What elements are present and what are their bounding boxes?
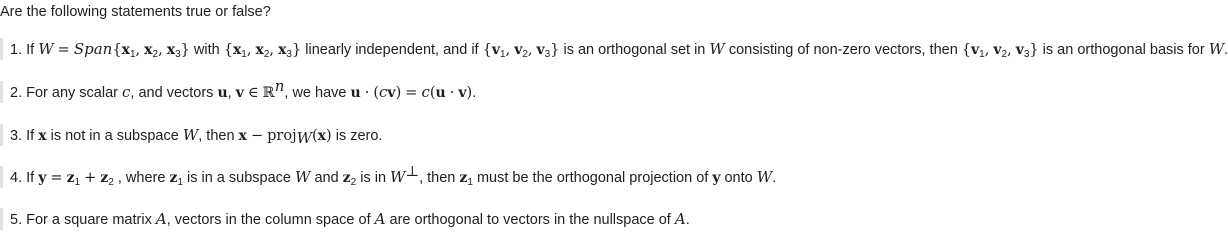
statement-4 <box>0 166 1200 188</box>
statement-bar <box>0 208 3 230</box>
statement-2-text: 2. For any scalar c, and vectors u, v ∈ ℝ$^n$, we have u · (cv) = c(u · v). <box>10 77 477 101</box>
statement-2 <box>0 77 1200 103</box>
statement-1 <box>0 38 1228 60</box>
statement-bar <box>0 38 3 60</box>
statement-5 <box>0 208 1200 230</box>
statement-number: 3. <box>10 128 23 144</box>
statement-bar <box>0 166 3 188</box>
question-heading: Are the following statements true or false? <box>0 4 271 20</box>
statement-5-text: 5. For a square matrix A, vectors in the column space of A are orthogonal to vectors in the nullspace of A. <box>10 210 690 228</box>
statement-number: 4. <box>10 170 23 186</box>
statement-3-text: 3. If x is not in a subspace W, then x − proj$_W$(x) is zero. <box>10 126 383 147</box>
statement-bar <box>0 124 3 146</box>
statement-number: 5. <box>10 212 23 228</box>
statement-number: 2. <box>10 85 23 101</box>
statement-bar <box>0 81 3 103</box>
statement-4-text: 4. If $y = z_1 + z_2$ , where $z_1$ is in a subspace W and $z_2$ is in W⊥, then $z_1$ must be the orthogonal projection of y onto W. <box>10 164 777 188</box>
statement-number: 1. <box>10 42 23 58</box>
statement-1-text: 1. If $W = Span\{x_1$, $x_2$, $x_3$} with {$x_1$, $x_2$, $x_3$} linearly independent, and if {$v_1$, $v_2$, $v_3$} is an orthogonal set in W consisting of non-zero vectors, then {$v_1$, $v_2$, $v_3$} is an orthogonal basis for W. <box>10 40 1228 60</box>
statement-3 <box>0 124 1200 146</box>
